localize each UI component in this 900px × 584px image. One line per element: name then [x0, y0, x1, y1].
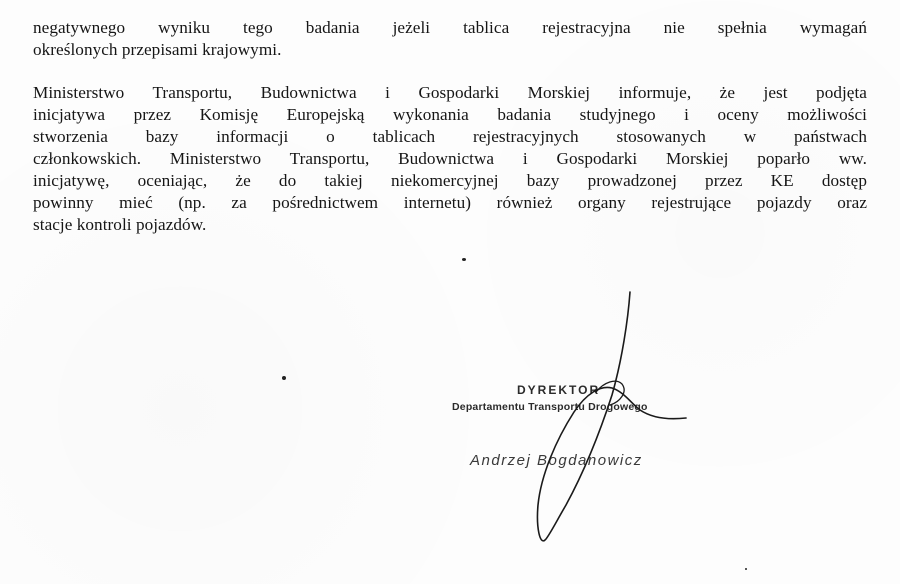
paragraph-2-line: stacje kontroli pojazdów.: [33, 215, 207, 234]
scan-speck: [745, 568, 747, 570]
scan-speck: [462, 258, 466, 261]
paragraph-2-line: członkowskich. Ministerstwo Transportu, Budownictwa i Gospodarki Morskiej poparło ww.: [33, 149, 867, 168]
paragraph-2-line: stworzenia bazy informacji o tablicach rejestracyjnych stosowanych w państwach: [33, 127, 867, 146]
paragraph-2-line: inicjatywa przez Komisję Europejską wykonania badania studyjnego i oceny możliwości: [33, 105, 867, 124]
paragraph-2-line: inicjatywę, oceniając, że do takiej niekomercyjnej bazy prowadzonej przez KE dostęp: [33, 171, 867, 190]
paragraph-1-line: negatywnego wyniku tego badania jeżeli tablica rejestracyjna nie spełnia wymagań: [33, 18, 867, 37]
paragraph-2-line: powinny mieć (np. za pośrednictwem internetu) również organy rejestrujące pojazdy oraz: [33, 193, 867, 212]
stamp-title: DYREKTOR: [517, 383, 601, 397]
scan-speck: [282, 376, 286, 380]
paragraph-1-line: określonych przepisami krajowymi.: [33, 40, 282, 59]
paragraph-2-line: Ministerstwo Transportu, Budownictwa i Gospodarki Morskiej informuje, że jest podjęta: [33, 83, 867, 102]
paragraph-1: [33, 17, 867, 61]
stamp-department: Departamentu Transportu Drogowego: [452, 401, 648, 413]
stamp-name: Andrzej Bogdanowicz: [470, 452, 643, 469]
paragraph-2: [33, 82, 867, 236]
